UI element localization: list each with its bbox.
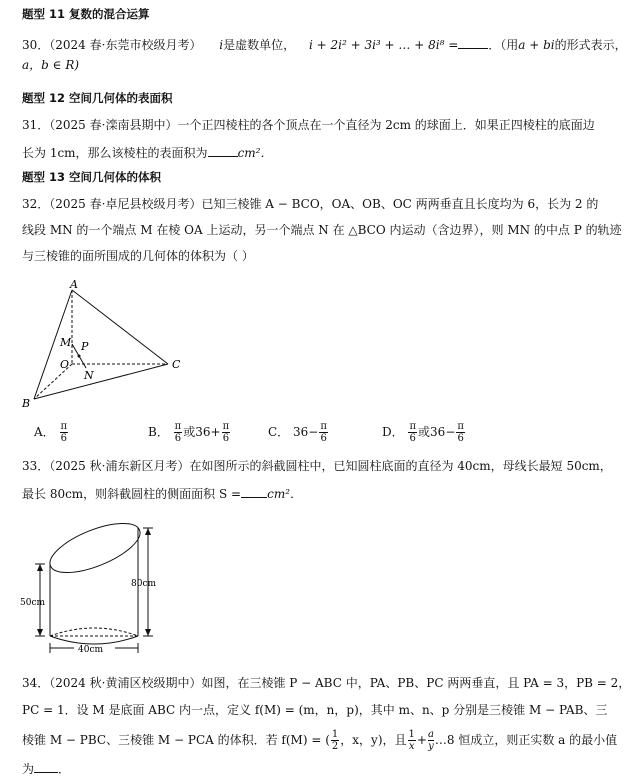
q33-text: 最长 80cm，则斜截圆柱的侧面面积 S = (22, 487, 242, 501)
question-34-line1: 34．（2024 秋·黄浦区校级期中）如图，在三棱锥 P − ABC 中，PA、PB、PC 两两垂直，且 PA = 3，PB = 2， (22, 676, 630, 690)
question-32-line2: 线段 MN 的一个端点 M 在棱 OA 上运动，另一个端点 N 在 △BCO 内运动（含边界），则 MN 的中点 P 的轨迹 (22, 223, 622, 237)
label-O: O (60, 358, 70, 371)
option-d-frac2: $\frac{\pi}{6}$ (457, 421, 464, 444)
label-B: B (22, 397, 31, 410)
q30-tail: ．（用 (488, 38, 519, 52)
option-d-frac1: $\frac{\pi}{6}$ (409, 421, 417, 444)
option-c-frac: $\frac{\pi}{6}$ (320, 421, 327, 444)
q31-text: 长为 1cm，那么该棱柱的表面积为 (22, 146, 208, 160)
option-c[interactable]: C． 36− $\frac{\pi}{6}$ (268, 421, 327, 444)
question-34-line2: PC = 1．设 M 是底面 ABC 内一点，定义 f(M) = (m，n，p)，其中 m、n、p 分别是三棱锥 M − PAB、三 (22, 703, 608, 717)
q31-answer-blank[interactable] (208, 145, 238, 157)
q34-text-a: 棱锥 M − PBC、三棱锥 M − PCA 的体积．若 f(M) = ( (22, 733, 330, 747)
q30-answer-blank[interactable] (458, 37, 488, 49)
section-heading-12: 题型 12 空间几何体的表面积 (22, 91, 173, 105)
label-N: N (84, 369, 94, 382)
label-M: M (60, 336, 72, 349)
label-A: A (70, 278, 78, 291)
q30-number: 30． (22, 38, 50, 52)
option-d[interactable]: D． $\frac{\pi}{6}$ 或36− $\frac{\pi}{6}$ (382, 421, 464, 444)
label-40cm: 40cm (78, 645, 104, 655)
tetrahedron-figure (18, 275, 193, 410)
q31-unit: cm²． (237, 146, 273, 160)
q30-condition: a，b ∈ R) (22, 58, 80, 72)
q30-text: 是虚数单位， (223, 38, 296, 52)
option-b[interactable]: B． $\frac{\pi}{6}$ 或36+ $\frac{\pi}{6}$ (148, 421, 230, 444)
q34-text-c: …8 恒成立，则正实数 a 的最小值 (434, 733, 618, 747)
option-d-label: D． (382, 425, 404, 439)
q34-half: $\frac{1}{2}$ (331, 729, 339, 752)
question-31-line2 (22, 145, 272, 160)
option-a[interactable] (34, 421, 69, 444)
question-33-line1: 33．（2025 秋·浦东新区月考）在如图所示的斜截圆柱中，已知圆柱底面的直径为 40cm，母线长最短 50cm， (22, 459, 612, 473)
q33-unit: cm²． (267, 487, 303, 501)
q30-tail2: 的形式表示， (554, 38, 627, 52)
option-a-label: A． (34, 425, 55, 439)
question-34-line4 (22, 761, 70, 776)
label-50cm: 50cm (20, 598, 46, 608)
option-b-frac1: $\frac{\pi}{6}$ (174, 421, 182, 444)
q34-text-d: 为 (22, 762, 35, 776)
option-b-label: B． (148, 425, 169, 439)
label-C: C (172, 358, 181, 371)
question-32-line1: 32．（2025 春·卓尼县校级月考）已知三棱锥 A − BCO，OA、OB、OC 两两垂直且长度均为 6，长为 2 的 (22, 197, 599, 211)
q34-end: ． (58, 762, 71, 776)
q34-frac-1x: $\frac{1}{x}$ (408, 729, 415, 752)
question-33-line2 (22, 486, 302, 501)
q30-source: （2024 春·东莞市校级月考） (49, 38, 202, 52)
q30-form: a + bi (518, 38, 555, 52)
question-32-line3: 与三棱锥的面所围成的几何体的体积为（ ） (22, 249, 254, 263)
section-heading-13: 题型 13 空间几何体的体积 (22, 170, 162, 184)
label-P: P (81, 340, 89, 353)
section-heading-11: 题型 11 复数的混合运算 (22, 7, 150, 21)
question-31-line1: 31．（2025 春·滦南县期中）一个正四棱柱的各个顶点在一个直径为 2cm 的球面上．如果正四棱柱的底面边 (22, 118, 595, 132)
q34-frac-ay: $\frac{a}{y}$ (427, 729, 434, 752)
question-30: 30．（2024 春·东莞市校级月考） i是虚数单位， i + 2i² + 3i³ + … + 8i⁸ = ．（用a + bi的形式表示， (22, 38, 627, 52)
question-34-line3: 棱锥 M − PBC、三棱锥 M − PCA 的体积．若 f(M) = ( $\frac{1}{2}$ ，x，y)，且 $\frac{1}{x}+$ $\frac{a}{y}\dots 8$ 恒成立，则正实数 a 的最小值 (22, 729, 618, 752)
q34-answer-blank[interactable] (34, 761, 58, 773)
q30-expression: i + 2i² + 3i³ + … + 8i⁸ = (308, 38, 459, 52)
option-c-label: C． (268, 425, 290, 439)
q33-answer-blank[interactable] (241, 486, 267, 498)
q34-text-b: ，x，y)，且 (340, 733, 407, 747)
option-b-frac2: $\frac{\pi}{6}$ (222, 421, 230, 444)
option-a-frac: $\frac{\pi}{6}$ (60, 421, 68, 444)
label-80cm: 80cm (131, 579, 157, 589)
oblique-cylinder-figure (18, 510, 168, 660)
